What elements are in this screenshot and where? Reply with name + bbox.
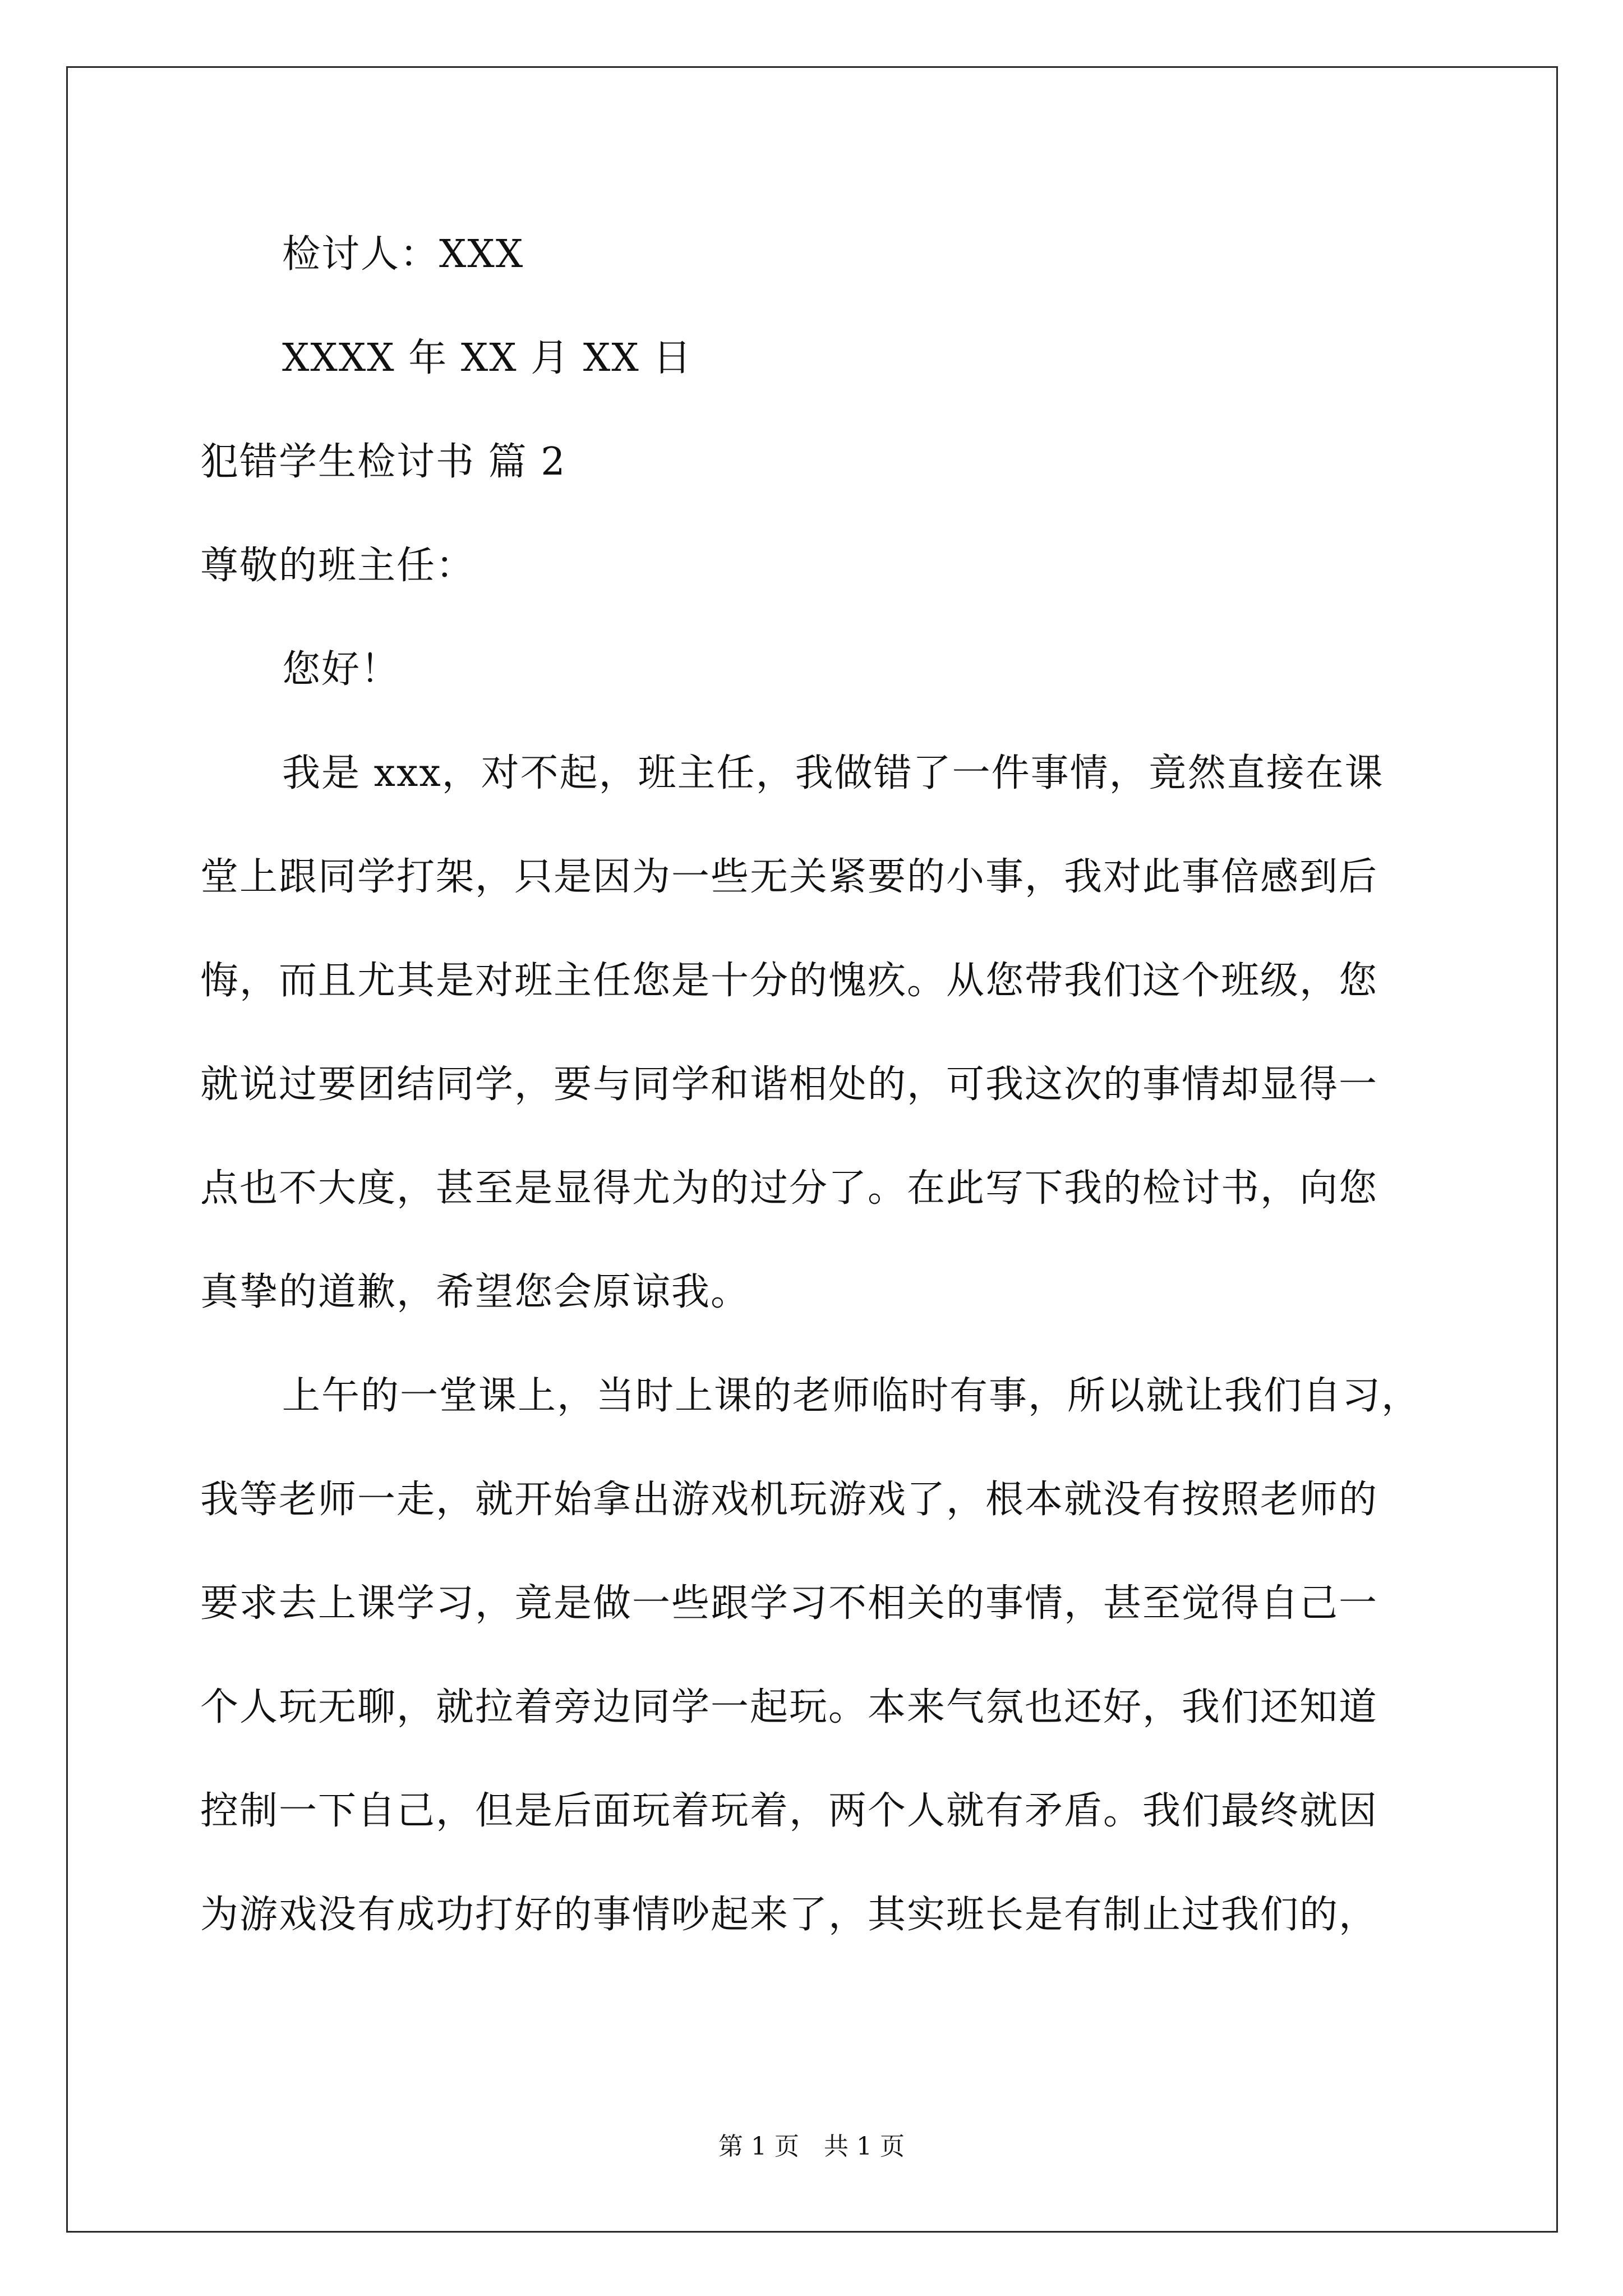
paragraph-line: 要求去上课学习，竟是做一些跟学习不相关的事情，甚至觉得自己一 (200, 1581, 1378, 1626)
paragraph-line: 就说过要团结同学，要与同学和谐相处的，可我这次的事情却显得一 (200, 1062, 1378, 1107)
paragraph-line: 控制一下自己，但是后面玩着玩着，两个人就有矛盾。我们最终就因 (200, 1789, 1378, 1833)
reviewer-signature: 检讨人：XXX (282, 232, 524, 277)
salutation: 尊敬的班主任： (200, 544, 476, 588)
paragraph-line: 个人玩无聊，就拉着旁边同学一起玩。本来气氛也还好，我们还知道 (200, 1685, 1378, 1729)
signature-date: XXXX 年 XX 月 XX 日 (282, 336, 693, 380)
paragraph-line: 上午的一堂课上，当时上课的老师临时有事，所以就让我们自习， (282, 1374, 1421, 1418)
paragraph-line: 为游戏没有成功打好的事情吵起来了，其实班长是有制止过我们的， (200, 1893, 1378, 1937)
section-title: 犯错学生检讨书 篇 2 (200, 440, 566, 484)
page-number-footer: 第 1 页 共 1 页 (718, 2132, 905, 2161)
paragraph-line: 真挚的道歉，希望您会原谅我。 (200, 1270, 750, 1314)
paragraph-line: 点也不大度，甚至是显得尤为的过分了。在此写下我的检讨书，向您 (200, 1166, 1378, 1211)
paragraph-line: 悔，而且尤其是对班主任您是十分的愧疚。从您带我们这个班级，您 (200, 959, 1378, 1003)
paragraph-line: 我等老师一走，就开始拿出游戏机玩游戏了，根本就没有按照老师的 (200, 1478, 1378, 1522)
paragraph-line: 堂上跟同学打架，只是因为一些无关紧要的小事，我对此事倍感到后 (200, 855, 1378, 899)
greeting: 您好！ (282, 647, 400, 692)
paragraph-line: 我是 xxx，对不起，班主任，我做错了一件事情，竟然直接在课 (282, 751, 1384, 795)
